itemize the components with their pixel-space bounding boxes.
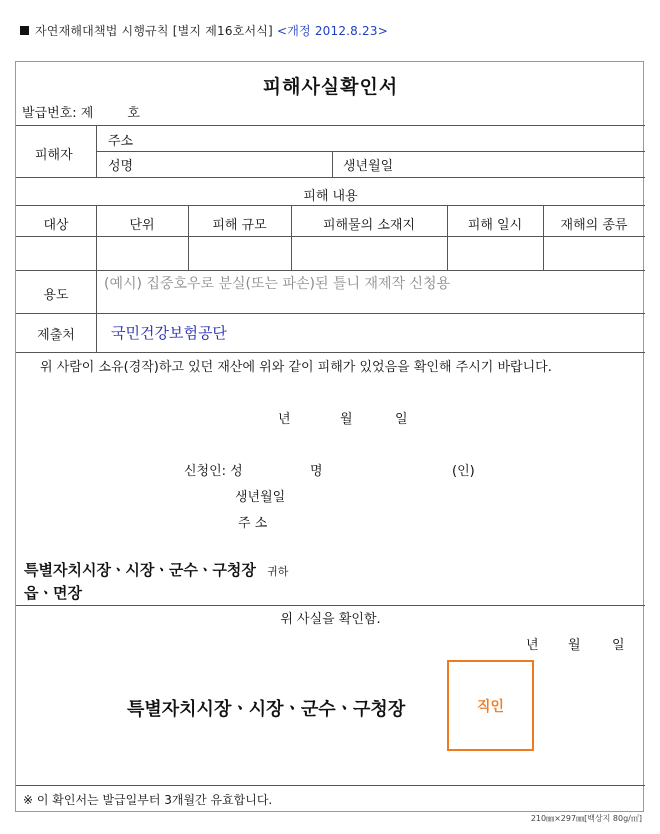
divider <box>16 270 645 271</box>
issue-number-suffix: 호 <box>127 106 140 121</box>
divider <box>96 151 645 152</box>
applicant-seal: (인) <box>452 464 475 479</box>
submit-to-field[interactable]: 국민건강보험공단 <box>111 324 227 342</box>
issue-number-label: 발급번호: 제 <box>22 106 94 121</box>
damage-scale-cell[interactable] <box>189 238 290 268</box>
official-seal-label: 직인 <box>476 698 505 715</box>
damage-unit-cell[interactable] <box>97 238 187 268</box>
divider <box>16 352 645 353</box>
applicant-name-suffix: 명 <box>310 464 323 479</box>
divider <box>16 125 645 126</box>
damage-datetime-cell[interactable] <box>448 238 542 268</box>
divider <box>16 236 645 237</box>
column-header: 단위 <box>129 218 155 233</box>
disaster-type-cell[interactable] <box>544 238 644 268</box>
purpose-field[interactable]: (예시) 집중호우로 분실(또는 파손)된 틀니 재제작 신청용 <box>104 276 451 292</box>
confirmation-date-year: 년 <box>526 638 539 653</box>
damage-target-cell[interactable] <box>17 238 95 268</box>
divider <box>96 270 97 352</box>
divider <box>16 605 645 606</box>
confirmation-statement: 위 사실을 확인함. <box>280 612 381 627</box>
damage-location-cell[interactable] <box>292 238 446 268</box>
form-header <box>20 22 388 39</box>
official-seal-box <box>447 660 534 751</box>
request-date-day: 일 <box>395 412 408 427</box>
damage-section-label: 피해 내용 <box>303 189 358 204</box>
recipient-suffix: 귀하 <box>267 565 289 578</box>
purpose-label: 용도 <box>43 288 69 303</box>
confirmation-date-day: 일 <box>612 638 625 653</box>
confirmation-date-month: 월 <box>568 638 581 653</box>
applicant-dob-label: 생년월일 <box>235 490 286 505</box>
issuer-title: 특별자치시장ㆍ시장ㆍ군수ㆍ구청장 <box>127 699 406 720</box>
law-reference: 자연재해대책법 시행규칙 [별지 제16호서식] <box>35 24 273 38</box>
applicant-name-label: 신청인: 성 <box>184 464 243 479</box>
column-header: 피해 규모 <box>212 218 267 233</box>
column-header: 대상 <box>43 218 69 233</box>
paper-spec: 210㎜×297㎜[백상지 80g/㎡] <box>530 814 642 823</box>
validity-note: ※ 이 확인서는 발급일부터 3개월간 유효합니다. <box>23 793 273 807</box>
recipient-line1 <box>24 559 288 580</box>
divider <box>16 177 645 178</box>
victim-label: 피해자 <box>35 148 73 163</box>
column-header: 피해물의 소재지 <box>322 218 416 233</box>
divider <box>332 151 333 177</box>
revision-date: <개정 2012.8.23> <box>276 24 388 38</box>
request-date-month: 월 <box>340 412 353 427</box>
victim-address-field[interactable]: 주소 <box>108 134 134 149</box>
victim-dob-field[interactable]: 생년월일 <box>343 159 394 174</box>
column-header: 재해의 종류 <box>560 218 628 233</box>
submit-to-label: 제출처 <box>37 328 75 343</box>
victim-name-field[interactable]: 성명 <box>108 159 134 174</box>
applicant-address-label: 주 소 <box>238 516 268 531</box>
request-statement: 위 사람이 소유(경작)하고 있던 재산에 위와 같이 피해가 있었음을 확인해 주시기 바랍니다. <box>40 360 552 375</box>
issue-number <box>22 102 140 121</box>
divider <box>16 313 645 314</box>
divider <box>16 205 645 206</box>
request-date-year: 년 <box>278 412 291 427</box>
damage-confirmation-form <box>15 61 644 812</box>
recipient: 특별자치시장ㆍ시장ㆍ군수ㆍ구청장 <box>24 561 256 579</box>
form-title: 피해사실확인서 <box>262 76 399 98</box>
recipient-line2: 읍ㆍ면장 <box>24 584 82 602</box>
divider <box>96 125 97 177</box>
square-bullet-icon <box>20 26 29 35</box>
column-header: 피해 일시 <box>467 218 523 233</box>
divider <box>16 785 645 786</box>
